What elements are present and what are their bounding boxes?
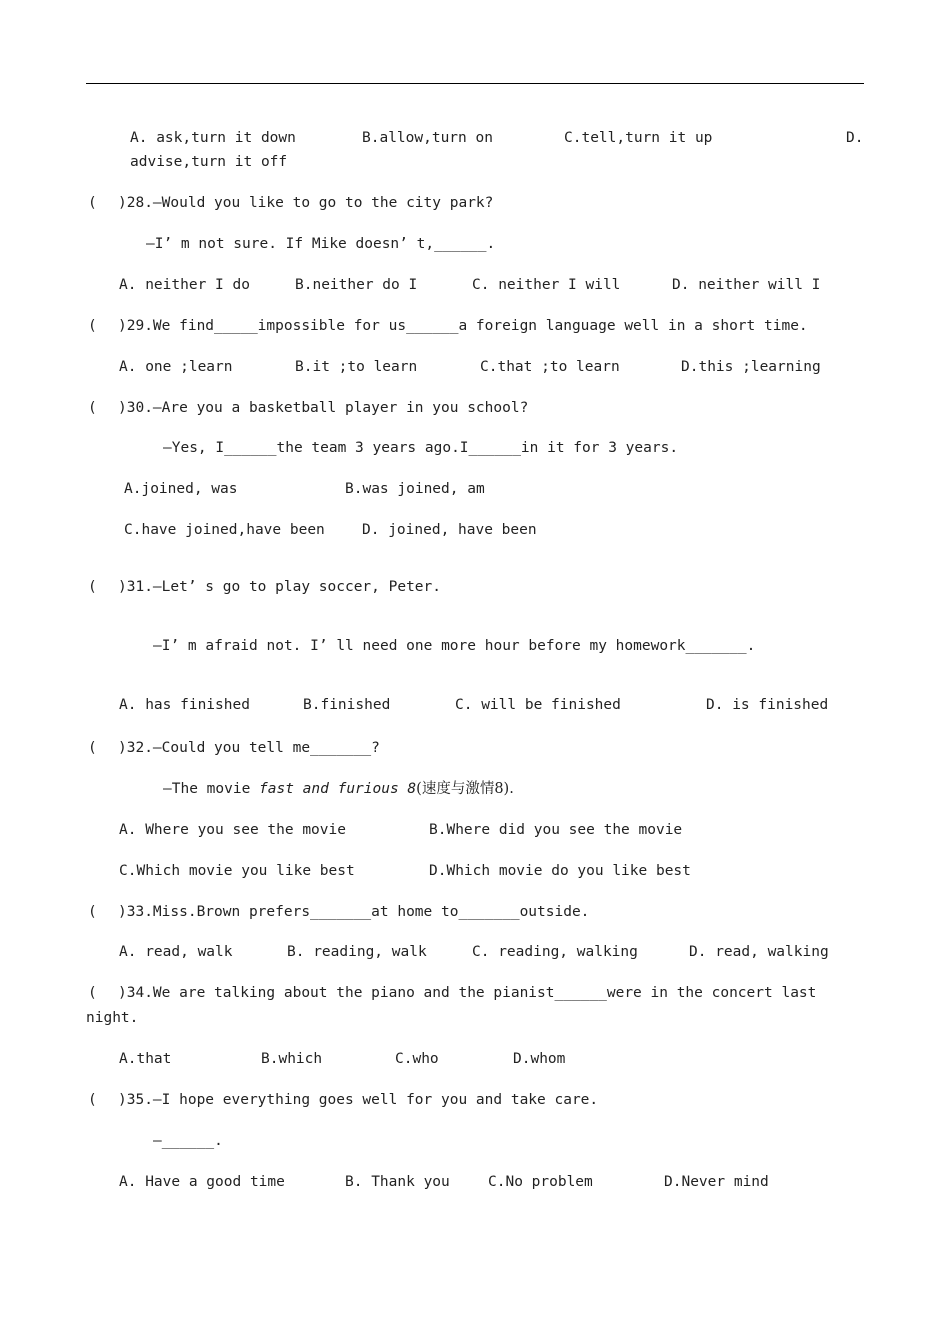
q35-reply: —______. bbox=[153, 1133, 223, 1149]
q32-option-a: A. Where you see the movie bbox=[119, 822, 346, 838]
q34-stem: )34.We are talking about the piano and the pianist______were in the concert last bbox=[118, 985, 817, 1001]
q32-answer-paren: ( bbox=[88, 740, 97, 756]
q28-stem: )28.—Would you like to go to the city park? bbox=[118, 195, 494, 211]
q35-option-d: D.Never mind bbox=[664, 1174, 769, 1190]
q29-answer-paren: ( bbox=[88, 318, 97, 334]
q28-option-a: A. neither I do bbox=[119, 277, 250, 293]
q33-option-c: C. reading, walking bbox=[472, 944, 638, 960]
q27-option-c: C.tell,turn it up bbox=[564, 130, 713, 146]
q31-option-b: B.finished bbox=[303, 697, 391, 713]
q32-reply bbox=[163, 779, 514, 799]
q27-option-d-text: advise,turn it off bbox=[130, 154, 288, 170]
q34-stem-continued: night. bbox=[86, 1010, 139, 1026]
q35-option-b: B. Thank you bbox=[345, 1174, 450, 1190]
q33-stem: )33.Miss.Brown prefers_______at home to_______outside. bbox=[118, 904, 590, 920]
q27-option-b: B.allow,turn on bbox=[362, 130, 493, 146]
q30-option-b: B.was joined, am bbox=[345, 481, 485, 497]
q30-option-a: A.joined, was bbox=[124, 481, 238, 497]
q32-stem: )32.—Could you tell me_______? bbox=[118, 740, 380, 756]
q35-option-a: A. Have a good time bbox=[119, 1174, 285, 1190]
q34-answer-paren: ( bbox=[88, 985, 97, 1001]
q34-option-b: B.which bbox=[261, 1051, 323, 1067]
q29-option-d: D.this ;learning bbox=[681, 359, 821, 375]
q30-answer-paren: ( bbox=[88, 400, 97, 416]
q29-option-c: C.that ;to learn bbox=[480, 359, 620, 375]
q32-reply-prefix: —The movie bbox=[163, 781, 260, 797]
q33-option-d: D. read, walking bbox=[689, 944, 829, 960]
q32-option-b: B.Where did you see the movie bbox=[429, 822, 683, 838]
q28-option-c: C. neither I will bbox=[472, 277, 621, 293]
q32-option-d: D.Which movie do you like best bbox=[429, 863, 691, 879]
q32-movie-title: fast and furious 8 bbox=[259, 781, 417, 797]
q35-answer-paren: ( bbox=[88, 1092, 97, 1108]
q34-option-a: A.that bbox=[119, 1051, 172, 1067]
q28-option-d: D. neither will I bbox=[672, 277, 821, 293]
q35-option-c: C.No problem bbox=[488, 1174, 593, 1190]
q33-answer-paren: ( bbox=[88, 904, 97, 920]
q30-reply: —Yes, I______the team 3 years ago.I______in it for 3 years. bbox=[163, 440, 679, 456]
q35-stem: )35.—I hope everything goes well for you and take care. bbox=[118, 1092, 599, 1108]
header-rule bbox=[86, 83, 864, 84]
q33-option-a: A. read, walk bbox=[119, 944, 233, 960]
q29-option-b: B.it ;to learn bbox=[295, 359, 418, 375]
q27-option-d-letter: D. bbox=[846, 130, 864, 146]
q32-option-c: C.Which movie you like best bbox=[119, 863, 355, 879]
q34-option-c: C.who bbox=[395, 1051, 439, 1067]
q29-option-a: A. one ;learn bbox=[119, 359, 233, 375]
q31-option-c: C. will be finished bbox=[455, 697, 621, 713]
q31-reply: —I’ m afraid not. I’ ll need one more hour before my homework_______. bbox=[153, 638, 756, 654]
q30-option-c: C.have joined,have been bbox=[124, 522, 325, 538]
q30-option-d: D. joined, have been bbox=[362, 522, 537, 538]
q30-stem: )30.—Are you a basketball player in you school? bbox=[118, 400, 529, 416]
q31-answer-paren: ( bbox=[88, 579, 97, 595]
q31-stem: )31.—Let’ s go to play soccer, Peter. bbox=[118, 579, 442, 595]
q31-option-a: A. has finished bbox=[119, 697, 250, 713]
q28-option-b: B.neither do I bbox=[295, 277, 418, 293]
q33-option-b: B. reading, walk bbox=[287, 944, 427, 960]
q27-option-a: A. ask,turn it down bbox=[130, 130, 296, 146]
q29-stem: )29.We find_____impossible for us______a foreign language well in a short time. bbox=[118, 318, 808, 334]
q28-answer-paren: ( bbox=[88, 195, 97, 211]
q32-movie-chinese-title: (速度与激情8). bbox=[416, 781, 514, 797]
q31-option-d: D. is finished bbox=[706, 697, 829, 713]
q34-option-d: D.whom bbox=[513, 1051, 566, 1067]
q28-reply: —I’ m not sure. If Mike doesn’ t,______. bbox=[146, 236, 496, 252]
